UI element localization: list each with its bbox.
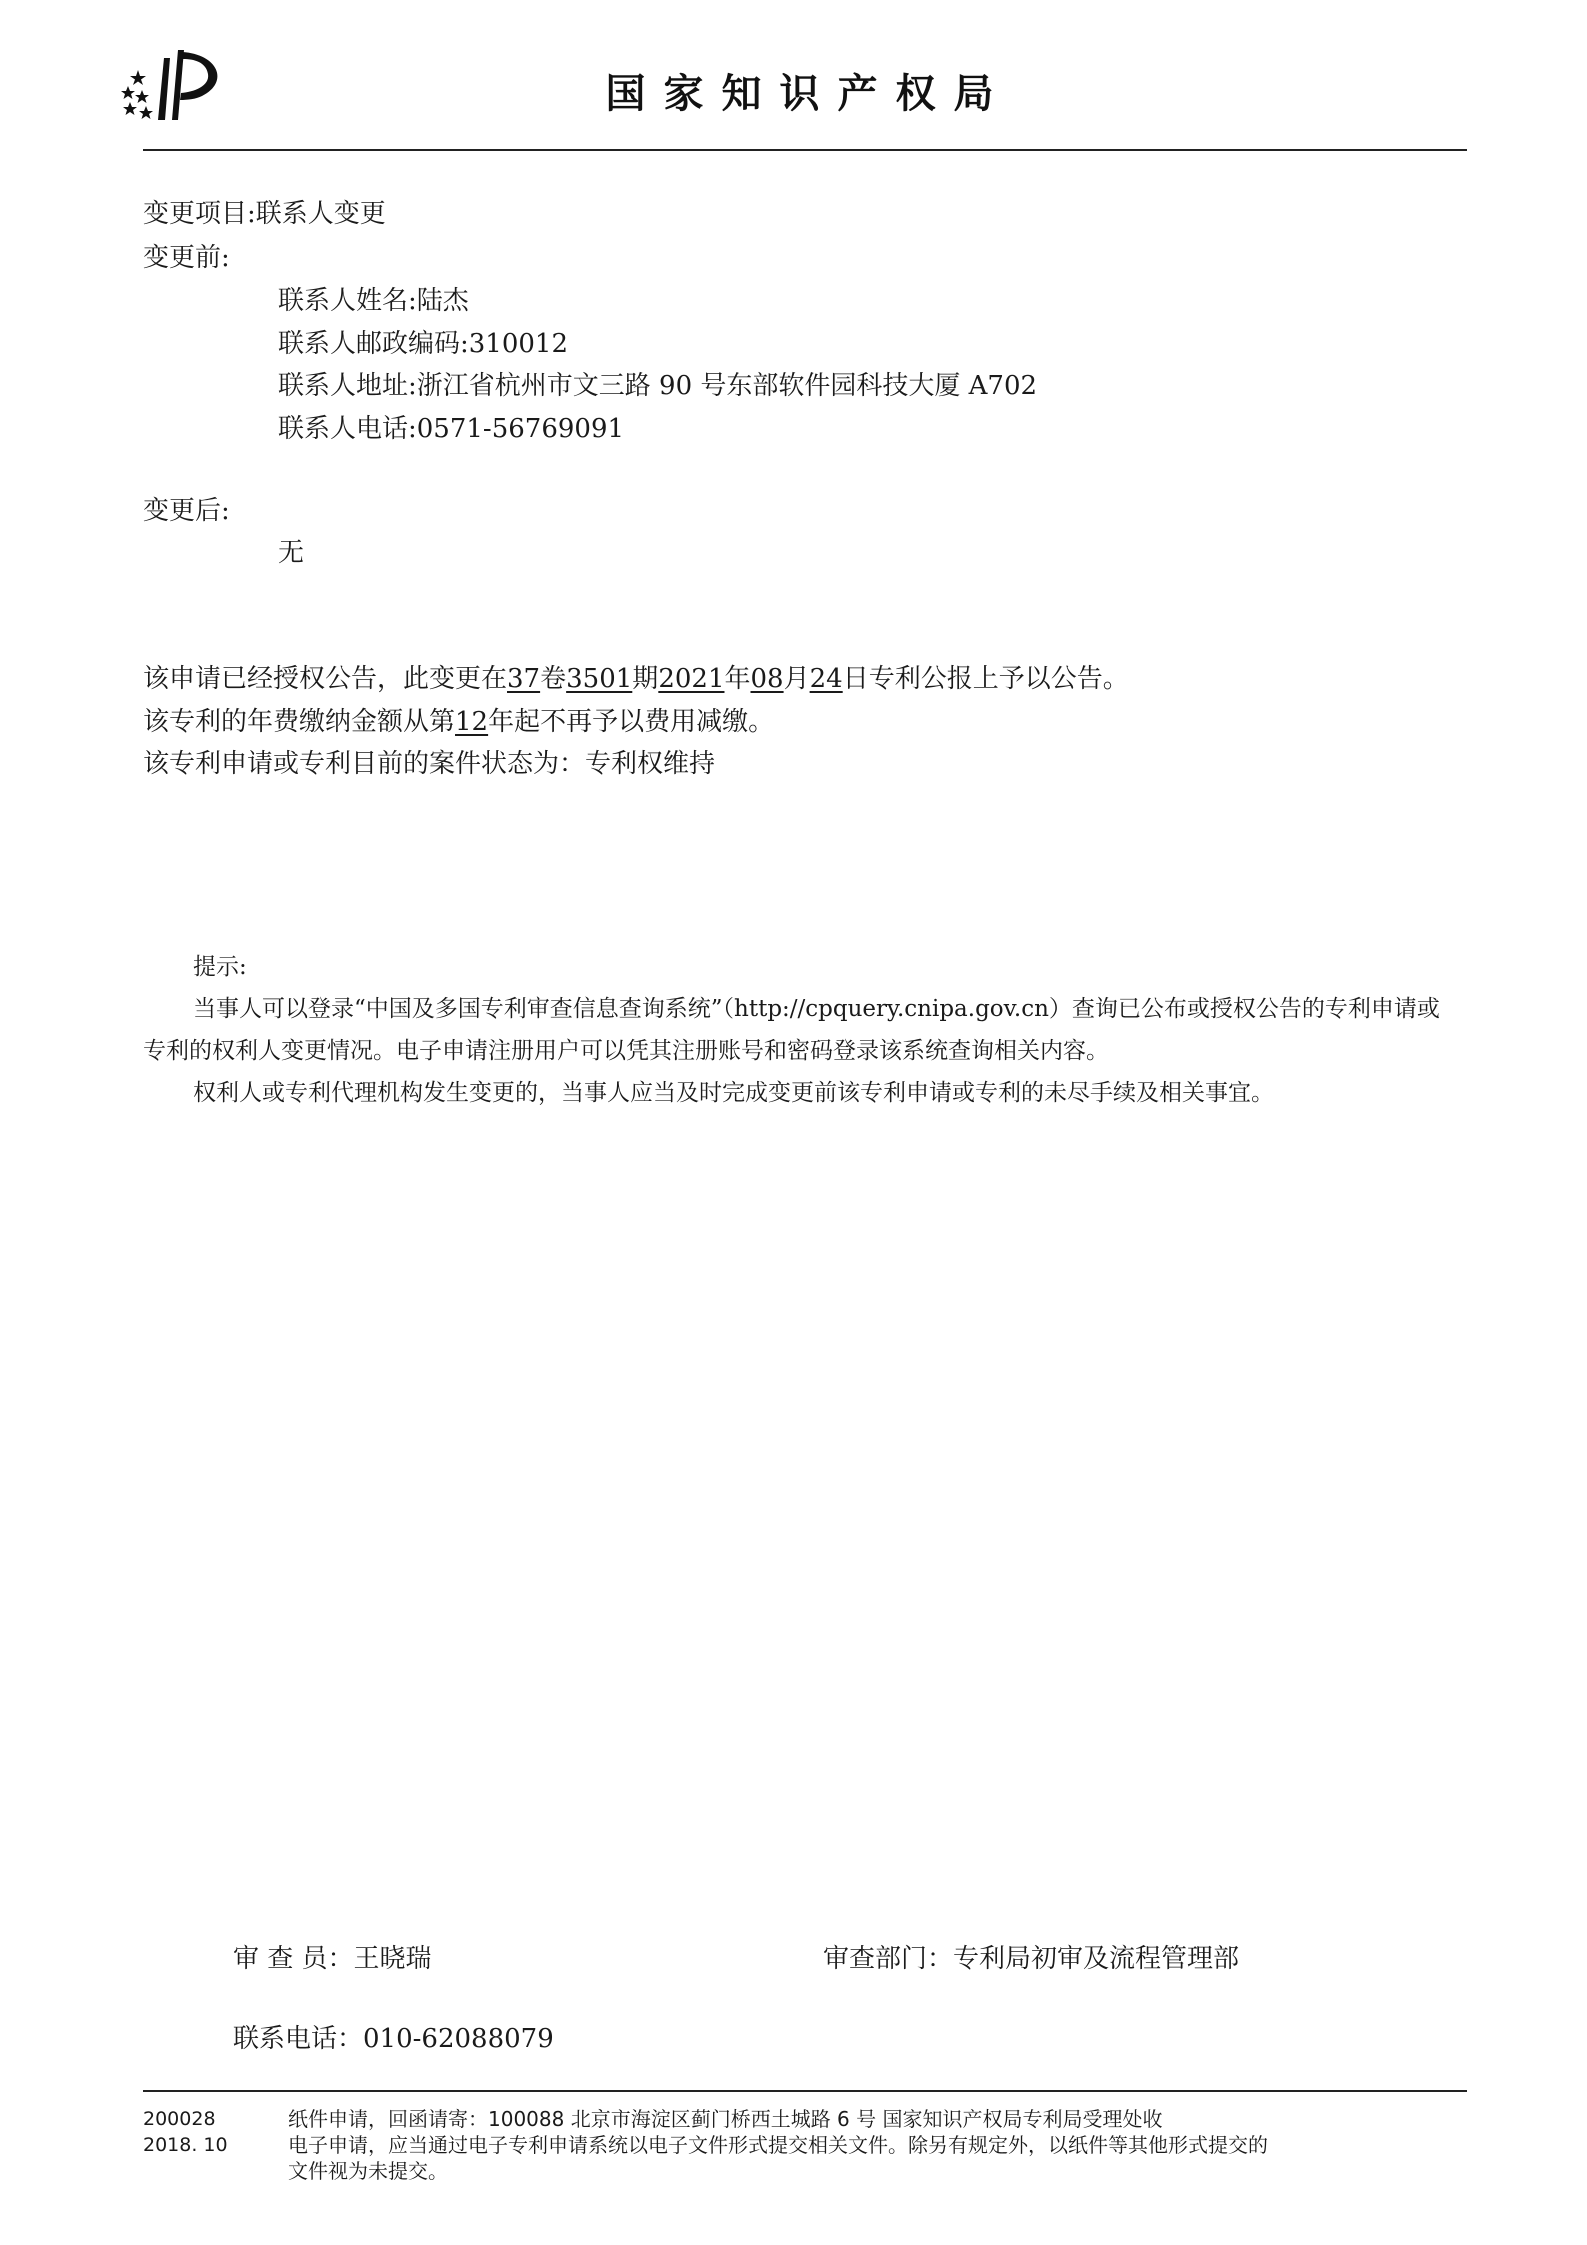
department-name: 专利局初审及流程管理部 xyxy=(953,1944,1240,1974)
contact-name-line xyxy=(278,281,469,321)
fee-year: 12 xyxy=(455,707,489,737)
examiner-name: 王晓瑞 xyxy=(353,1944,432,1974)
announcement-line xyxy=(143,659,1129,699)
examiner-line xyxy=(233,1939,432,1979)
header-rule xyxy=(143,149,1467,151)
footer-electronic-line-1: 电子申请，应当通过电子专利申请系统以电子文件形式提交相关文件。除另有规定外，以纸件等其他形式提交的 xyxy=(288,2133,1268,2157)
form-date: 2018. 10 xyxy=(143,2134,228,2156)
contact-phone-value: 0571-56769091 xyxy=(416,414,625,444)
status-label: 该专利申请或专利目前的案件状态为： xyxy=(143,749,586,779)
contact-postcode-label: 联系人邮政编码: xyxy=(278,329,469,359)
before-label: 变更前: xyxy=(143,243,230,273)
department-line xyxy=(823,1939,1239,1979)
gazette-day: 24 xyxy=(809,664,843,694)
after-label: 变更后: xyxy=(143,496,230,526)
contact-phone-line xyxy=(278,409,624,449)
contact-address-line xyxy=(278,366,1037,406)
contact-phone-label: 联系人电话: xyxy=(278,414,417,444)
notice-line-3: 权利人或专利代理机构发生变更的，当事人应当及时完成变更前该专利申请或专利的未尽手续及相关事宜。 xyxy=(193,1080,1274,1106)
footer-paper-line: 纸件申请，回函请寄：100088 北京市海淀区蓟门桥西土城路 6 号 国家知识产权局专利局受理处收 xyxy=(288,2107,1163,2131)
change-item-label: 变更项目: xyxy=(143,199,256,229)
fee-prefix: 该专利的年费缴纳金额从第 xyxy=(143,707,456,737)
contact-postcode-value: 310012 xyxy=(468,329,569,359)
phone-label: 联系电话： xyxy=(233,2024,364,2054)
form-code: 200028 xyxy=(143,2108,216,2130)
status-line xyxy=(143,744,715,784)
announcement-text-3: 期 xyxy=(632,664,659,694)
announcement-text-6: 日专利公报上予以公告。 xyxy=(842,664,1129,694)
phone-line xyxy=(233,2019,554,2059)
change-item-line xyxy=(143,194,386,234)
announcement-text-2: 卷 xyxy=(540,664,567,694)
after-value: 无 xyxy=(278,538,305,568)
change-item-value: 联系人变更 xyxy=(255,199,386,229)
gazette-year: 2021 xyxy=(658,664,725,694)
gazette-volume: 37 xyxy=(507,664,541,694)
fee-line xyxy=(143,702,774,742)
notice-title: 提示: xyxy=(193,954,247,980)
contact-postcode-line xyxy=(278,324,568,364)
examiner-label: 审 查 员： xyxy=(233,1944,354,1974)
contact-address-value: 浙江省杭州市文三路 90 号东部软件园科技大厦 A702 xyxy=(416,371,1038,401)
status-value: 专利权维持 xyxy=(585,749,716,779)
announcement-text-5: 月 xyxy=(783,664,810,694)
notice-line-1: 当事人可以登录“中国及多国专利审查信息查询系统”（http://cpquery.cnipa.gov.cn）查询已公布或授权公告的专利申请或 xyxy=(193,996,1440,1022)
contact-name-label: 联系人姓名: xyxy=(278,286,417,316)
fee-suffix: 年起不再予以费用减缴。 xyxy=(488,707,775,737)
footer-electronic-line-2: 文件视为未提交。 xyxy=(288,2159,448,2183)
announcement-text-1: 该申请已经授权公告，此变更在 xyxy=(143,664,508,694)
gazette-issue: 3501 xyxy=(566,664,633,694)
contact-name-value: 陆杰 xyxy=(416,286,469,316)
department-label: 审查部门： xyxy=(823,1944,954,1974)
office-title: 国家知识产权局 xyxy=(605,71,1012,117)
phone-value: 010-62088079 xyxy=(363,2024,554,2054)
contact-address-label: 联系人地址: xyxy=(278,371,417,401)
gazette-month: 08 xyxy=(750,664,784,694)
announcement-text-4: 年 xyxy=(724,664,751,694)
footer-rule xyxy=(143,2090,1467,2092)
notice-line-2: 专利的权利人变更情况。电子申请注册用户可以凭其注册账号和密码登录该系统查询相关内容。 xyxy=(143,1038,1109,1064)
